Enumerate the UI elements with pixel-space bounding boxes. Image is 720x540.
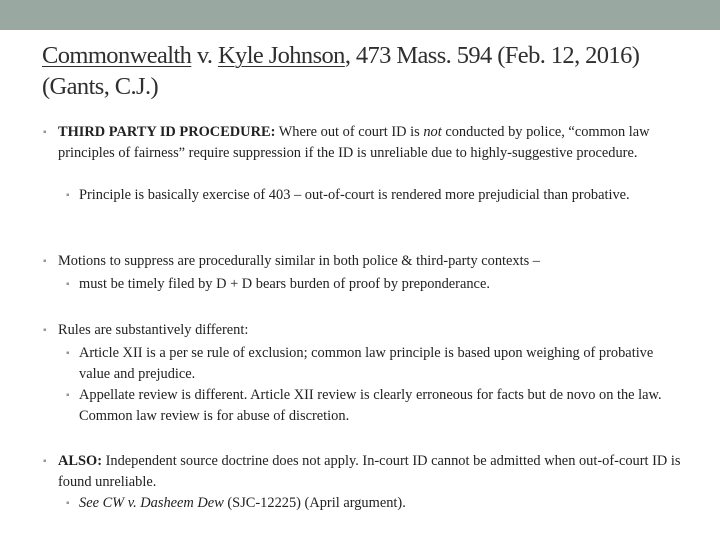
sub-bullet-text: must be timely filed by D + D bears burden of proof by preponderance. <box>79 276 490 292</box>
bullet-square-icon: ▪ <box>66 279 70 290</box>
title-versus: v. <box>191 42 218 69</box>
bullet-third-party-id <box>43 122 688 164</box>
case-name-kyle-johnson: Kyle Johnson <box>217 42 345 69</box>
sub-bullet-text: Appellate review is different. Article XII review is clearly erroneous for facts but de novo on the law. Common law review is for abuse of discretion. <box>79 387 662 424</box>
bullet-square-icon: ▪ <box>66 190 70 201</box>
case-citation: See CW v. Dasheem Dew <box>79 495 224 511</box>
top-accent-bar <box>0 0 720 30</box>
bullet-square-icon: ▪ <box>43 256 47 267</box>
bullet-text: Rules are substantively different: <box>58 322 249 338</box>
bullet-rules-different <box>43 320 688 341</box>
bullet-motions-to-suppress <box>43 251 688 272</box>
bullet-square-icon: ▪ <box>66 348 70 359</box>
bullet-text: Independent source doctrine does not apply. In-court ID cannot be admitted when out-of-court ID is found unreliable. <box>58 453 681 490</box>
title-citation: , 473 Mass. 594 (Feb. 12, 2016) (Gants, C.J.) <box>42 42 640 100</box>
bullet-text: Motions to suppress are procedurally similar in both police & third-party contexts – <box>58 253 540 269</box>
bullet-square-icon: ▪ <box>43 127 47 138</box>
bullet-square-icon: ▪ <box>43 456 47 467</box>
bullet-square-icon: ▪ <box>43 325 47 336</box>
slide-title <box>42 40 692 102</box>
sub-bullet-text: Article XII is a per se rule of exclusion; common law principle is based upon weighing of probative value and prejudice. <box>79 345 654 382</box>
sub-bullet-text: Principle is basically exercise of 403 – out-of-court is rendered more prejudicial than probative. <box>79 187 630 203</box>
bullet-text: Where out of court ID is <box>275 124 424 140</box>
case-name-commonwealth: Commonwealth <box>42 42 192 69</box>
bullet-lead: ALSO: <box>58 453 102 469</box>
sub-bullet-timely-filed <box>66 274 684 295</box>
bullet-emphasis: not <box>423 124 442 140</box>
sub-bullet-article-xii <box>66 343 684 385</box>
sub-bullet-appellate-review <box>66 385 684 427</box>
bullet-square-icon: ▪ <box>66 498 70 509</box>
bullet-lead: THIRD PARTY ID PROCEDURE: <box>58 124 276 140</box>
bullet-text: conducted by police, “common law principles of fairness” require suppression if the ID is unreliable due to highly-suggestive procedure. <box>58 124 650 161</box>
sub-bullet-text: (SJC-12225) (April argument). <box>223 495 406 511</box>
bullet-square-icon: ▪ <box>66 390 70 401</box>
sub-bullet-403 <box>66 185 684 206</box>
sub-bullet-see-cw-dew <box>66 493 684 514</box>
bullet-also <box>43 451 688 493</box>
